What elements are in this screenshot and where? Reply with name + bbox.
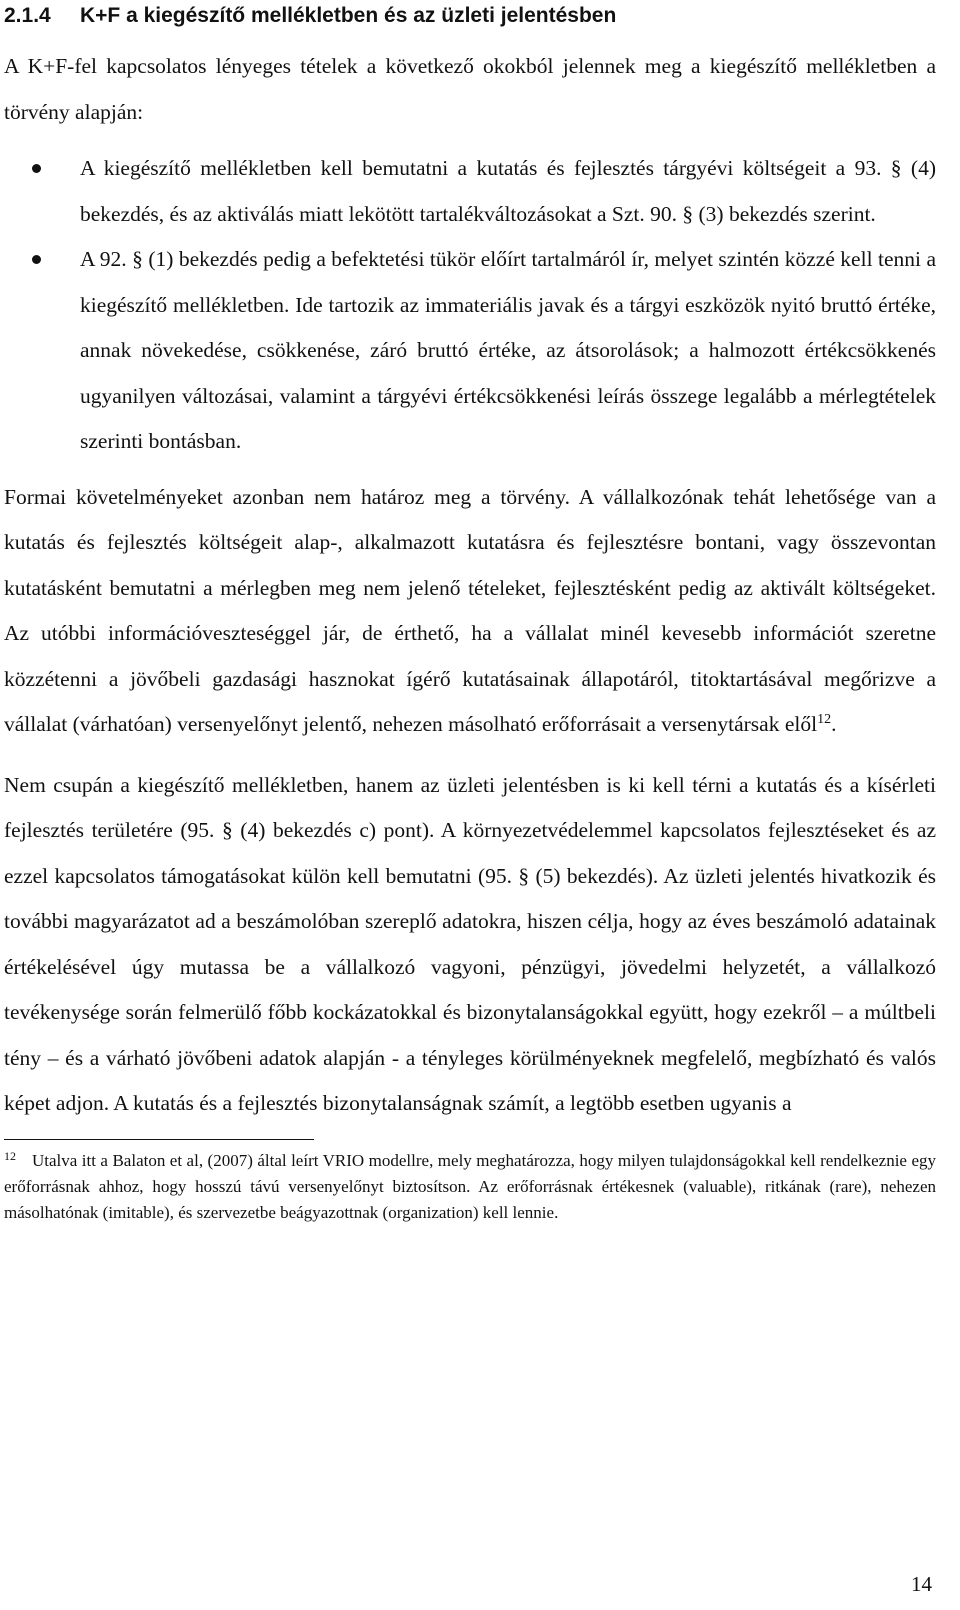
page-number: 14 [911, 1572, 932, 1596]
body-paragraph: Nem csupán a kiegészítő mellékletben, hanem az üzleti jelentésben is ki kell térni a kutatás és a kísérleti fejlesztés területére (95. § (4) bekezdés c) pont). A környezetvédelemmel kapcsolatos fejlesztéseket és az ezzel kapcsolatos támogatásokat külön kell bemutatni (95. § (5) bekezdés). Az üzleti jelentés hivatkozik és további magyarázatot ad a beszámolóban szereplő adatokra, hiszen célja, hogy az éves beszámoló adatainak értékelésével úgy mutassa be a vállalkozó vagyoni, pénzügyi, jövedelmi helyzetét, a vállalkozó tevékenysége során felmerülő főbb kockázatokkal és bizonytalanságokkal együtt, hogy ezekről – a múltbeli tény – és a várható jövőbeni adatok alapján - a tényleges körülményeknek megfelelő, megbízható és valós képet adjon. A kutatás és a fejlesztés bizonytalanságnak számít, a legtöbb esetben ugyanis a [4, 772, 936, 1115]
footnote [4, 1148, 936, 1226]
section-heading [4, 0, 936, 30]
footnote-reference[interactable]: 12 [817, 712, 832, 727]
section-number: 2.1.4 [4, 4, 51, 27]
footnote-text: Utalva itt a Balaton et al, (2007) által leírt VRIO modellre, mely meghatározza, hogy milyen tulajdonságokkal kell rendelkeznie egy erőforrásnak ahhoz, hogy hosszú távú versenyelőnyt biztosítson. Az erőforrásnak értékesnek (valuable), ritkának (rare), nehezen másolhatónak (imitable), és szervezetbe beágyazottnak (organization) kell lennie. [4, 1150, 936, 1222]
document-page [4, 0, 936, 1243]
paragraph-text: Formai követelményeket azonban nem határoz meg a törvény. A vállalkozónak tehát lehetősége van a kutatás és fejlesztés költségeit alap-, alkalmazott kutatásra és fejlesztésre bontani, vagy összevontan kutatásként bemutatni a mérlegben meg nem jelenő tételeket, fejlesztésként pedig az aktivált költségeket. Az utóbbi információveszteséggel jár, de érthető, ha a vállalat minél kevesebb információt szeretne közzétenni a jövőbeli gazdasági hasznokat ígérő kutatásainak állapotáról, titoktartásával megőrizve a vállalat (várhatóan) versenyelőnyt jelentő, nehezen másolható erőforrásait a versenytársak elől [4, 484, 936, 736]
bullet-item [4, 146, 936, 237]
body-paragraph [4, 475, 936, 748]
bullet-text: A kiegészítő mellékletben kell bemutatni a kutatás és fejlesztés tárgyévi költségeit a 93. § (4) bekezdés, és az aktiválás miatt lekötött tartalékváltozásokat a Szt. 90. § (3) bekezdés szerint. [80, 156, 936, 226]
section-title: K+F a kiegészítő mellékletben és az üzleti jelentésben [80, 4, 617, 27]
bullet-icon [32, 255, 41, 264]
bullet-icon [32, 164, 41, 173]
footnote-number: 12 [4, 1148, 16, 1163]
bullet-list [4, 146, 936, 465]
bullet-text: A 92. § (1) bekezdés pedig a befektetési tükör előírt tartalmáról ír, melyet szintén közzé kell tenni a kiegészítő mellékletben. Ide tartozik az immateriális javak és a tárgyi eszközök nyitó bruttó értéke, annak növekedése, csökkenése, záró bruttó értéke, az átsorolások; a halmozott értékcsökkenés ugyanilyen változásai, valamint a tárgyévi értékcsökkenési leírás összege legalább a mérlegtételek szerinti bontásban. [80, 247, 936, 453]
bullet-item [4, 237, 936, 465]
paragraph-end: . [831, 712, 837, 736]
footnote-divider [4, 1139, 314, 1140]
intro-paragraph: A K+F-fel kapcsolatos lényeges tételek a következő okokból jelennek meg a kiegészítő mellékletben a törvény alapján: [4, 54, 936, 124]
